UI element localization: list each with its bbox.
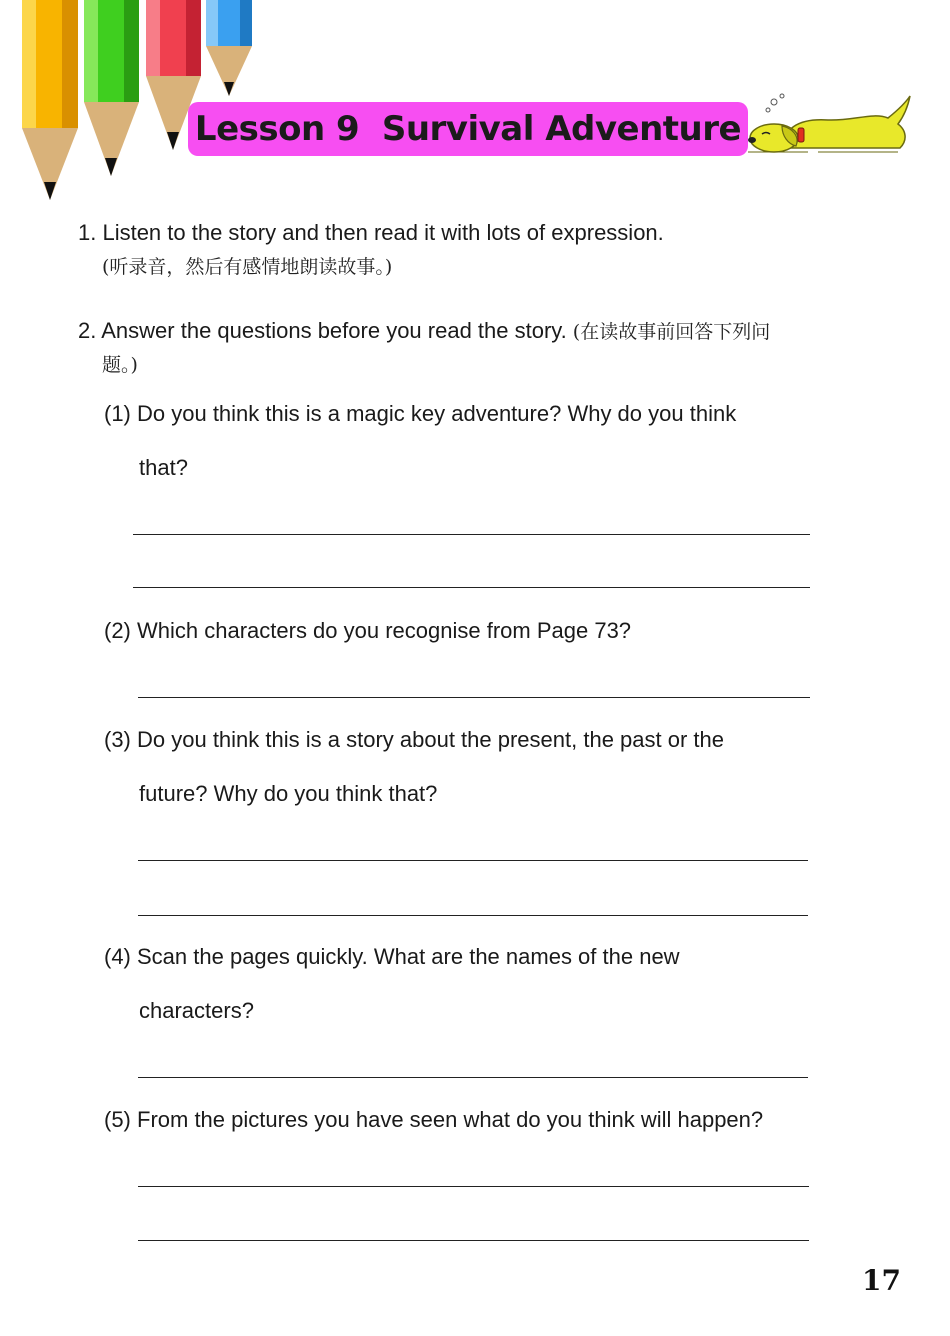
instruction-1-chinese: (听录音，然后有感情地朗读故事。): [102, 256, 393, 278]
instruction-2-chinese-cont: 题。): [102, 354, 138, 376]
answer-line-2a[interactable]: [138, 697, 810, 698]
answer-line-3b[interactable]: [138, 915, 808, 916]
page-number: 17: [862, 1264, 901, 1297]
answer-line-4a[interactable]: [138, 1077, 808, 1078]
blue-pencil: [206, 0, 252, 96]
yellow-pencil: [22, 0, 78, 200]
green-pencil: [84, 0, 139, 176]
question-4-cont: characters?: [139, 998, 254, 1023]
instruction-1: 1. Listen to the story and then read it with lots of expression.: [78, 220, 664, 245]
answer-line-1b[interactable]: [133, 587, 810, 588]
answer-line-5a[interactable]: [138, 1186, 809, 1187]
lesson-title-banner: [188, 102, 748, 156]
question-3: (3) Do you think this is a story about the present, the past or the: [104, 727, 724, 752]
instruction-2-text: 2. Answer the questions before you read the story.: [78, 318, 567, 343]
question-5: (5) From the pictures you have seen what do you think will happen?: [104, 1107, 764, 1132]
answer-line-5b[interactable]: [138, 1240, 809, 1241]
instruction-2-chinese: (在读故事前回答下列问: [572, 321, 771, 343]
question-3-cont: future? Why do you think that?: [139, 781, 438, 806]
question-1-cont: that?: [139, 455, 188, 480]
instruction-2: [78, 317, 770, 346]
answer-line-3a[interactable]: [138, 860, 808, 861]
answer-line-1a[interactable]: [133, 534, 810, 535]
lesson-title: Lesson 9 Survival Adventure: [194, 109, 742, 149]
question-4: (4) Scan the pages quickly. What are the names of the new: [104, 944, 680, 969]
question-1: (1) Do you think this is a magic key adventure? Why do you think: [104, 401, 737, 426]
question-2: (2) Which characters do you recognise from Page 73?: [104, 618, 632, 643]
sleeping-dog-illustration: [748, 90, 920, 158]
